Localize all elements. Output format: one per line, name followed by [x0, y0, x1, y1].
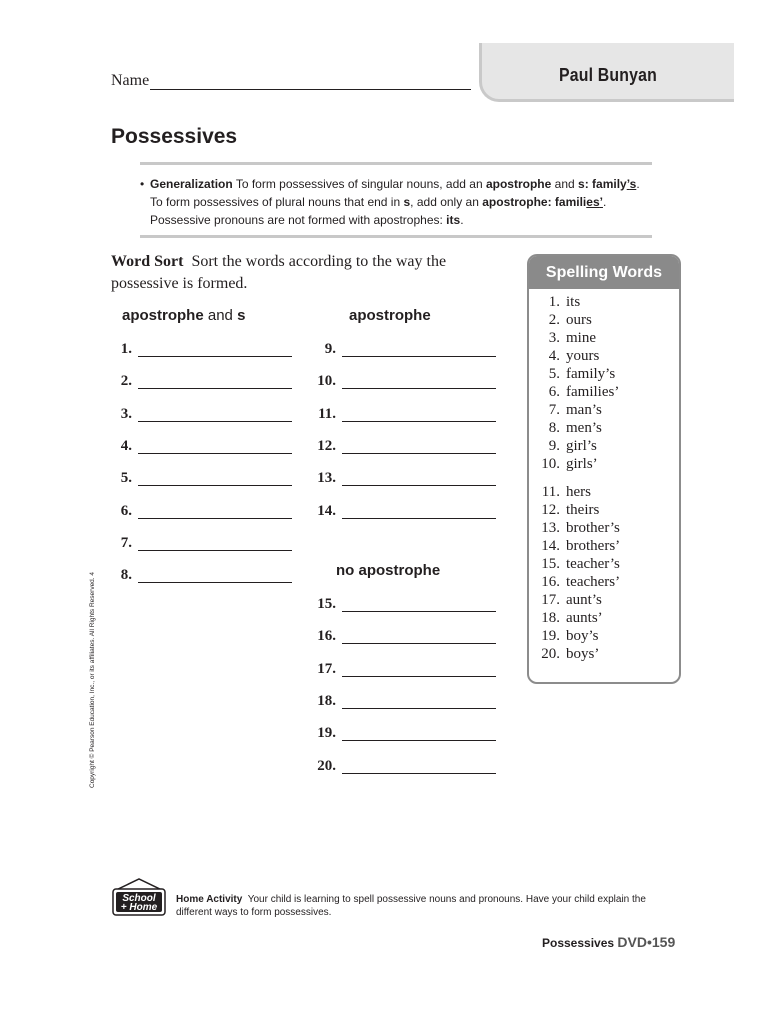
spelling-word-text: yours — [566, 348, 600, 364]
gen-ex2-prefix: famili — [554, 195, 587, 209]
answer-blank[interactable] — [138, 421, 292, 422]
gen-its: its — [446, 213, 461, 227]
answer-number: 15. — [317, 596, 336, 612]
spelling-word-text: man’s — [566, 402, 602, 418]
gen-apostrophe-colon: apostrophe: — [482, 195, 552, 209]
spelling-word-number: 15. — [541, 556, 560, 572]
spelling-word-number: 10. — [541, 456, 560, 472]
answer-number: 18. — [317, 692, 336, 709]
gen-ex1-prefix: family — [592, 177, 627, 191]
answer-number: 9. — [324, 341, 336, 357]
answer-blank[interactable] — [342, 676, 496, 677]
spelling-word-number: 17. — [541, 592, 560, 608]
gen-apostrophe: apostrophe — [485, 177, 552, 191]
answer-blank[interactable] — [342, 388, 496, 389]
answer-blank[interactable] — [342, 773, 496, 774]
spelling-word-number: 2. — [548, 312, 560, 328]
answer-number: 19. — [317, 725, 336, 742]
spelling-word-text: boys’ — [566, 646, 600, 662]
spelling-word-number: 14. — [541, 538, 560, 554]
spelling-word-number: 1. — [548, 294, 560, 310]
school-home-logo — [110, 877, 168, 917]
answer-number: 4. — [120, 437, 132, 454]
spelling-word-text: brothers’ — [566, 538, 621, 554]
copyright-notice: Copyright © Pearson Education, Inc., or its affiliates. All Rights Reserved. 4 — [89, 571, 96, 788]
spelling-word — [548, 402, 602, 420]
spelling-word-number: 11. — [541, 484, 560, 500]
answer-number: 1. — [120, 341, 132, 357]
story-title: Paul Bunyan — [559, 65, 657, 85]
logo-line2: + Home — [120, 902, 158, 913]
spelling-words-title: Spelling Words — [545, 264, 663, 281]
spelling-word-text: ours — [566, 312, 592, 328]
spelling-word-text: boy’s — [566, 628, 599, 644]
answer-number: 17. — [317, 660, 336, 677]
spelling-word — [548, 312, 592, 330]
gen-s-plain: s — [403, 195, 411, 209]
divider-bottom — [140, 235, 652, 238]
name-line[interactable] — [150, 89, 471, 90]
spelling-word-text: aunt’s — [566, 592, 602, 608]
col1-head-s: s — [237, 307, 246, 324]
spelling-words-box — [527, 254, 681, 684]
spelling-word — [548, 438, 597, 456]
gen-part4: . Possessive pronouns are not formed with apostrophes: — [150, 195, 607, 227]
word-sort-label: Word Sort — [111, 253, 184, 270]
answer-number: 7. — [120, 534, 132, 551]
spelling-word — [541, 484, 591, 502]
answer-blank[interactable] — [138, 582, 292, 583]
answer-number: 11. — [318, 405, 336, 422]
spelling-word-number: 9. — [548, 438, 560, 454]
spelling-word-number: 4. — [548, 348, 560, 364]
answer-number: 3. — [120, 405, 132, 422]
spelling-word-text: men’s — [566, 420, 602, 436]
home-activity-label: Home Activity — [176, 894, 243, 905]
footer-label: Possessives — [542, 936, 615, 950]
spelling-word-text: mine — [566, 330, 596, 346]
spelling-word — [541, 456, 598, 474]
spelling-word — [541, 592, 602, 610]
answer-blank[interactable] — [342, 643, 496, 644]
page-number: DVD•159 — [617, 934, 676, 950]
gen-part2: . To form possessives of plural nouns that end in — [150, 177, 640, 209]
spelling-word-text: theirs — [566, 502, 600, 518]
spelling-word — [548, 330, 596, 348]
spelling-word-text: its — [566, 294, 581, 310]
spelling-word — [541, 502, 600, 520]
spelling-word — [541, 628, 599, 646]
spelling-word-text: family’s — [566, 366, 616, 382]
page-title: Possessives — [111, 125, 238, 148]
bullet-icon: • — [140, 177, 145, 191]
column-head-apostrophe: apostrophe — [349, 307, 431, 324]
spelling-word-number: 18. — [541, 610, 560, 626]
home-activity-note — [176, 893, 656, 919]
word-sort-text: Sort the words according to the way the possessive is formed. — [111, 253, 447, 292]
gen-part1: To form possessives of singular nouns, add an — [235, 177, 483, 191]
spelling-word — [548, 384, 620, 402]
spelling-word — [548, 366, 616, 384]
spelling-word-text: girl’s — [566, 438, 597, 454]
answer-blank[interactable] — [138, 453, 292, 454]
spelling-word — [548, 420, 602, 438]
word-sort-instructions — [111, 251, 471, 295]
spelling-words-header — [529, 256, 679, 289]
answer-blank[interactable] — [342, 453, 496, 454]
gen-s: s: — [578, 177, 589, 191]
gen-ex2-suffix: es — [586, 195, 600, 209]
spelling-word-number: 7. — [548, 402, 560, 418]
answer-blank[interactable] — [138, 518, 292, 519]
gen-part3: , add only an — [410, 195, 479, 209]
column-head-apostrophe-and-s — [122, 307, 245, 324]
spelling-word-number: 20. — [541, 646, 560, 662]
spelling-word — [541, 538, 621, 556]
answer-blank[interactable] — [138, 485, 292, 486]
answer-number: 6. — [120, 502, 132, 519]
logo-line1: School — [122, 893, 156, 904]
spelling-word — [541, 574, 621, 592]
spelling-word-number: 19. — [541, 628, 560, 644]
spelling-word-text: brother’s — [566, 520, 620, 536]
answer-number: 16. — [317, 628, 336, 645]
spelling-word-number: 3. — [548, 330, 560, 346]
column-head-no-apostrophe: no apostrophe — [336, 562, 441, 579]
spelling-word-text: hers — [566, 484, 591, 500]
spelling-word — [548, 294, 581, 312]
spelling-word — [548, 348, 600, 366]
answer-blank[interactable] — [138, 388, 292, 389]
gen-period: . — [460, 213, 464, 227]
spelling-word-text: girls’ — [566, 456, 598, 472]
col1-head-bold: apostrophe — [122, 307, 204, 324]
answer-number: 2. — [120, 373, 132, 390]
answer-blank[interactable] — [138, 550, 292, 551]
gen-ex1-suffix: s — [629, 177, 637, 191]
answer-blank[interactable] — [342, 421, 496, 422]
answer-number: 8. — [120, 567, 132, 584]
spelling-word — [541, 556, 620, 574]
spelling-word-number: 16. — [541, 574, 560, 590]
answer-blank[interactable] — [342, 611, 496, 612]
spelling-word-text: families’ — [566, 384, 620, 400]
story-title-tab — [479, 43, 734, 102]
name-label: Name — [111, 72, 150, 89]
spelling-word-text: teacher’s — [566, 556, 620, 572]
answer-blank[interactable] — [342, 485, 496, 486]
spelling-word-number: 12. — [541, 502, 560, 518]
divider-top — [140, 162, 652, 165]
answer-number: 14. — [317, 502, 336, 519]
spelling-word-number: 6. — [548, 384, 560, 400]
answer-blank[interactable] — [342, 356, 496, 357]
answer-number: 20. — [317, 757, 336, 774]
answer-blank[interactable] — [342, 708, 496, 709]
spelling-word — [541, 520, 620, 538]
spelling-word-number: 8. — [548, 420, 560, 436]
spelling-word — [541, 610, 603, 628]
spelling-word-text: aunts’ — [566, 610, 603, 626]
generalization-text: • Generalization To form possessives of singular nouns, add an apostrophe and s: family’s. To form possessives of plural nouns that end in s, add only an apostrophe: families’. Possessive pronouns are not formed with apostrophes: its. — [140, 177, 640, 227]
home-activity-text: Your child is learning to spell possessive nouns and pronouns. Have your child explain the different ways to form possessives. — [176, 894, 646, 918]
answer-number: 13. — [317, 470, 336, 487]
spelling-word-number: 13. — [541, 520, 560, 536]
answer-number: 12. — [317, 437, 336, 454]
page-footer — [542, 934, 675, 950]
answer-number: 10. — [317, 373, 336, 390]
answer-number: 5. — [120, 470, 132, 487]
spelling-word — [541, 646, 600, 664]
generalization-label: Generalization — [150, 177, 233, 191]
answer-blank[interactable] — [342, 740, 496, 741]
answer-blank[interactable] — [342, 518, 496, 519]
gen-and: and — [554, 177, 575, 191]
col1-head-and: and — [207, 307, 233, 324]
spelling-word-number: 5. — [548, 366, 560, 382]
answer-blank[interactable] — [138, 356, 292, 357]
spelling-word-text: teachers’ — [566, 574, 621, 590]
